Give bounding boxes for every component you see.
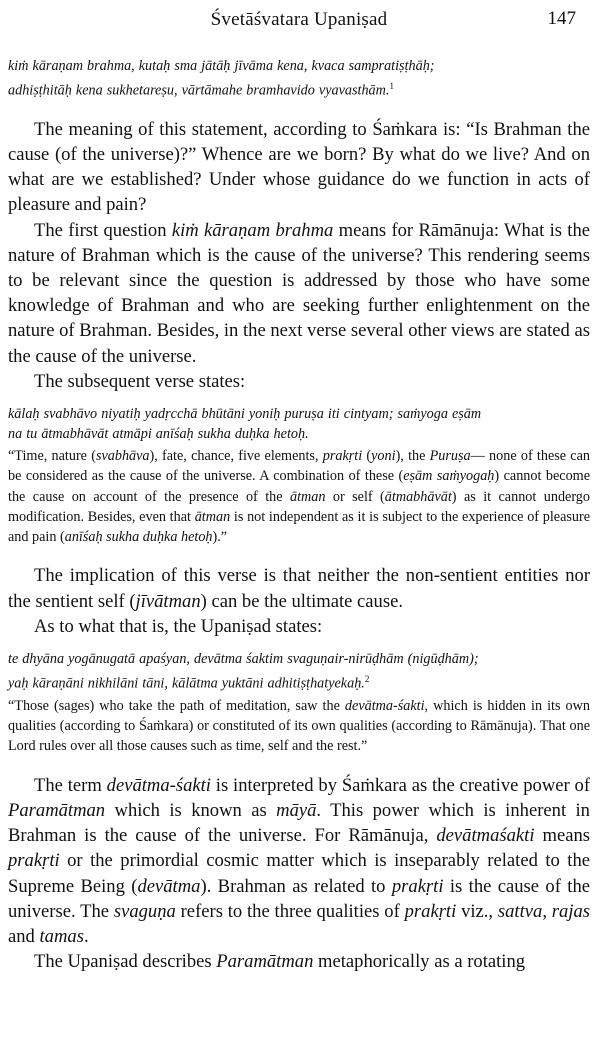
verse-line (8, 669, 590, 694)
italic-run: jīvātman (135, 590, 201, 612)
verse-line: kiṁ kāraṇam brahma, kutaḥ sma jātāḥ jīvāma kena, kvaca sampratiṣṭhāḥ; (8, 58, 435, 74)
verse-line: kālaḥ svabhāvo niyatiḥ yadṛcchā bhūtāni yoniḥ puruṣa iti cintyam; saṁyoga eṣām (8, 405, 482, 422)
paragraph: The subsequent verse states: (34, 370, 246, 392)
italic-run: tamas (39, 925, 84, 947)
sanskrit-verse-3 (8, 649, 590, 694)
paragraph (8, 218, 590, 369)
italic-run: devātmaśakti (436, 825, 535, 847)
page-number: 147 (547, 8, 576, 29)
text-run: “Those (sages) who take the path of meditation, saw the (8, 697, 345, 714)
italic-run: devātma-śakti (344, 697, 425, 714)
translation-quote (8, 446, 590, 547)
text-run: “Time, nature ( (8, 447, 96, 464)
italic-run: ātmabhāvāt (384, 488, 452, 505)
italic-run: svaguṇa (113, 900, 176, 922)
text-run: ). Brahman as related to (200, 875, 392, 897)
text-run: which is known as (105, 799, 277, 821)
paragraph (8, 773, 590, 949)
italic-run: yoni (371, 447, 396, 464)
text-run: ).” (212, 529, 228, 546)
italic-run: rajas (551, 900, 591, 922)
running-title: Śvetāśvatara Upaniṣad (210, 9, 388, 30)
text-run: refers to the three qualities of (175, 900, 405, 922)
italic-run: prakṛti (391, 875, 444, 897)
text-run: means (534, 825, 590, 847)
text-run: and (8, 925, 40, 947)
italic-run: ātman (289, 488, 326, 505)
text-run: or the primordial cosmic matter which is inseparably related to the Supreme Being ( (8, 850, 590, 897)
text-run: The Upaniṣad describes (34, 951, 217, 973)
text-run: The first question (34, 219, 172, 241)
text-run: , (542, 900, 552, 922)
text-run: is interpreted by Śaṁkara as the creative power of (210, 774, 591, 796)
italic-run: prakṛti (322, 447, 363, 464)
text-run: . This power which is inherent in Brahman is the cause of the universe. For Rāmānuja, (8, 799, 590, 847)
text-run: is not independent as it is subject to the experience of pleasure and pain ( (8, 508, 591, 546)
text-run: ) as it cannot undergo modification. Besides, even that (8, 488, 590, 525)
text-run: ) can be the ultimate cause. (200, 590, 403, 612)
verse-line: te dhyāna yogānugatā apaśyan, devātma śaktim svaguṇair-nirūḍhām (nigūḍhām); (8, 651, 479, 668)
italic-run: Puruṣa (429, 447, 471, 464)
text-run: The implication of this verse is that neither the non-sentient entities nor the sentient self ( (8, 565, 590, 612)
text-run: The term (34, 774, 107, 796)
paragraph (8, 563, 590, 613)
text-run: ) cannot become the cause on account of the presence of the (8, 468, 591, 505)
text-run: viz., (456, 900, 498, 922)
text-run: — none of these can be considered as the cause of the universe. A combination of these ( (8, 447, 590, 485)
verse-text: yaḥ kāraṇāni nikhilāni tāni, kālātma yuktāni adhitiṣṭhatyekaḥ. (8, 675, 365, 692)
text-run: or self ( (325, 488, 385, 505)
verse-text: adhiṣṭhitāḥ kena sukhetareṣu, vārtāmahe bramhavido vyavasthām. (8, 82, 390, 99)
italic-run: kiṁ kāraṇam brahma (171, 219, 334, 241)
italic-run: prakṛti (8, 850, 60, 872)
italic-run: māyā (276, 799, 317, 821)
italic-run: devātma (137, 875, 201, 897)
italic-run: Paramātman (216, 951, 314, 973)
italic-run: sattva (497, 900, 543, 922)
italic-run: prakṛti (404, 900, 457, 922)
paragraph: The meaning of this statement, according to Śaṁkara is: “Is Brahman the cause (of the universe)?” Whence are we born? By what do we live? And on what are we established? Under whose guidance do we function in acts of pleasure and pain? (8, 118, 590, 216)
paragraph: As to what that is, the Upaniṣad states: (34, 615, 323, 637)
text-run: metaphorically as a rotating (313, 951, 526, 973)
text-run: ( (362, 447, 372, 464)
text-run: is the cause of the universe. The (8, 875, 590, 922)
footnote-marker: 1 (389, 81, 394, 91)
italic-run: anīśaḥ sukha duḥka hetoḥ (64, 529, 213, 546)
verse-line (8, 76, 590, 101)
sanskrit-verse-2 (8, 404, 590, 444)
italic-run: eṣām saṁyogaḥ (403, 468, 495, 485)
paragraph (8, 949, 590, 974)
translation-quote (8, 696, 590, 757)
footnote-marker: 2 (364, 674, 370, 685)
italic-run: Paramātman (8, 799, 106, 821)
italic-run: ātman (194, 508, 231, 525)
text-run: ), fate, chance, five elements, (149, 447, 323, 464)
text-run: ), the (395, 447, 430, 464)
running-head (8, 0, 590, 40)
verse-line: na tu ātmabhāvāt atmāpi anīśaḥ sukha duḥka hetoḥ. (8, 425, 309, 442)
italic-run: devātma-śakti (106, 774, 211, 796)
text-run: , which is hidden in its own qualities (according to Śaṁkara) or constituted of its own qualities (according to Rāmānuja). That one Lord rules over all those causes such as time, self and the rest.” (8, 697, 590, 755)
text-run: means for Rāmānuja: What is the nature of Brahman which is the cause of the universe? This rendering seems to be relevant since the question is addressed by those who have some knowledge of Brahman and who are seeking further enlightenment on the nature of Brahman. Besides, in the next verse several other views are stated as the cause of the universe. (8, 219, 591, 367)
italic-run: svabhāva (95, 447, 150, 464)
text-run: . (83, 925, 89, 947)
sanskrit-verse-1 (8, 56, 590, 101)
